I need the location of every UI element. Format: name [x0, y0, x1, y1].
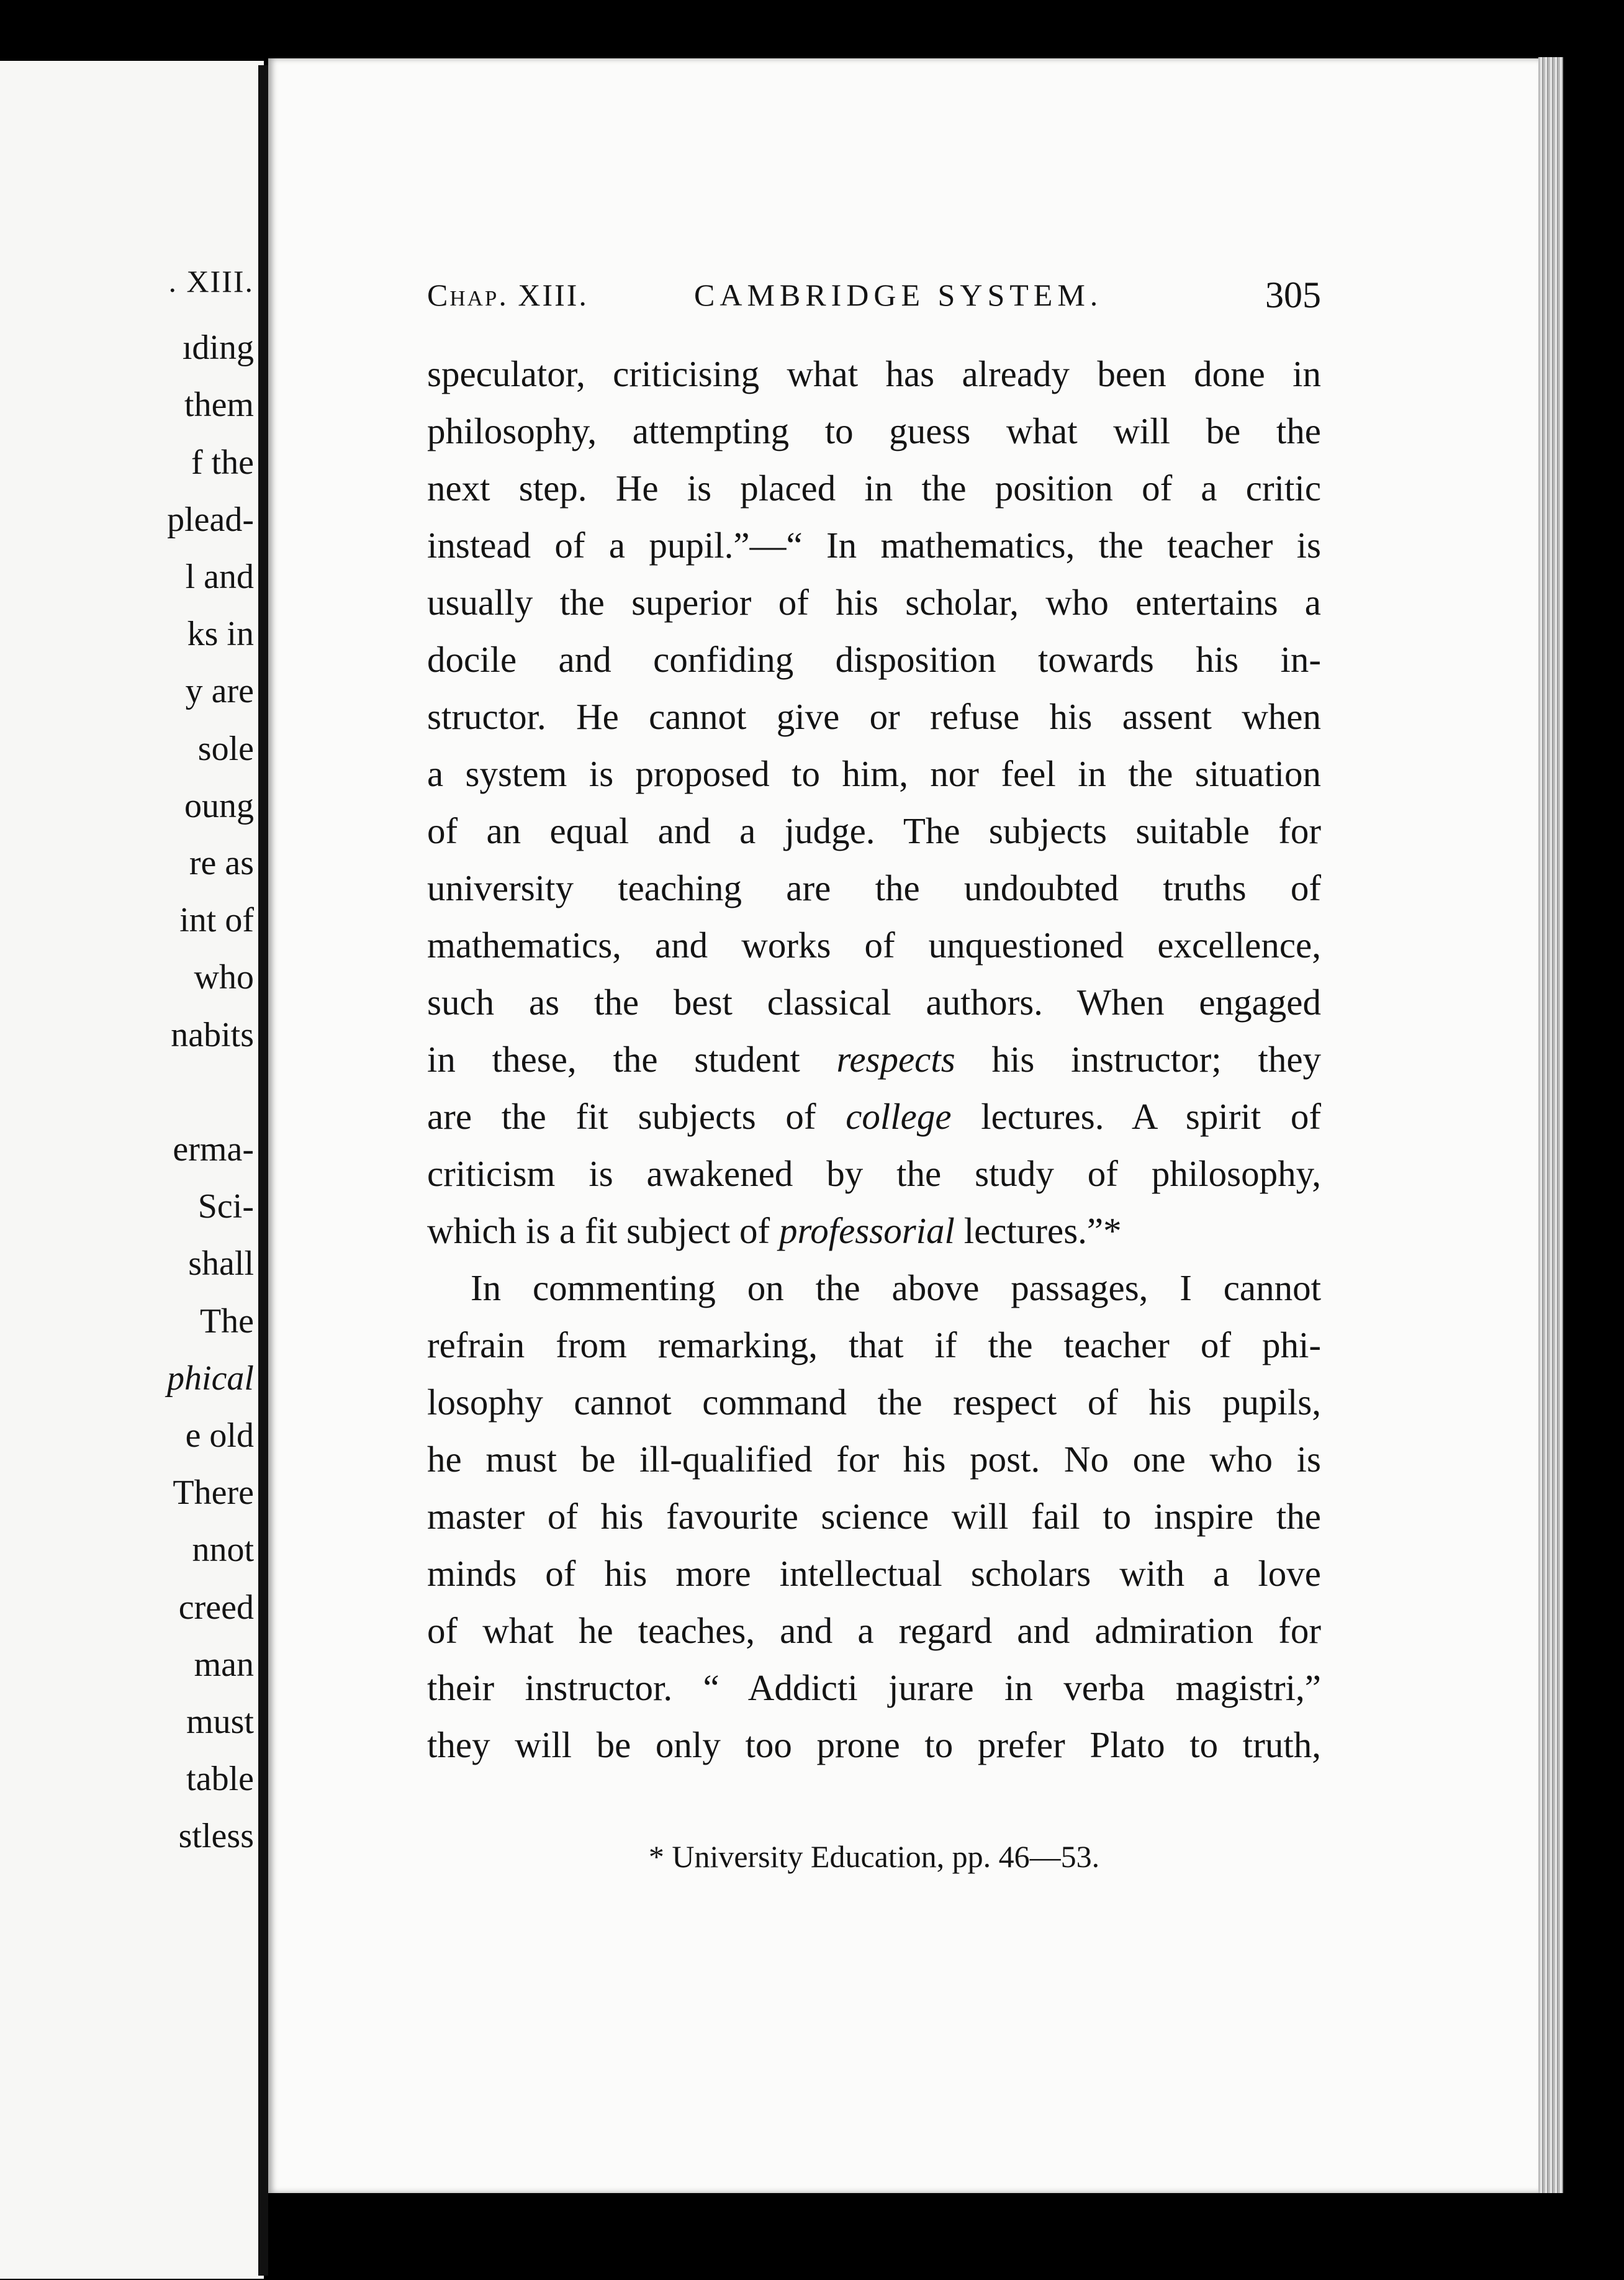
text-line: master of his favourite science will fail to inspire the	[427, 1496, 1321, 1537]
text-line: he must be ill-qualified for his post. No one who is	[427, 1439, 1321, 1480]
left-text-line: int of	[179, 901, 254, 940]
text-line: usually the superior of his scholar, who entertains a	[427, 582, 1321, 623]
text-line: next step. He is placed in the position of a critic	[427, 468, 1321, 509]
left-text-line: e old	[185, 1416, 254, 1455]
text-line: their instructor. “ Addicti jurare in verba magistri,”	[427, 1667, 1321, 1708]
body-text	[427, 345, 1321, 1773]
text-line: philosophy, attempting to guess what will be the	[427, 410, 1321, 451]
paragraph-first-line: In commenting on the above passages, I cannot	[471, 1267, 1321, 1308]
left-text-line: sole	[197, 729, 254, 768]
text-segment: which is a fit subject of	[427, 1210, 770, 1251]
page-edge	[1538, 57, 1563, 2193]
text-line: of what he teaches, and a regard and admiration for	[427, 1610, 1321, 1651]
emphasis-college: college	[846, 1096, 952, 1137]
left-text-line: The	[199, 1301, 254, 1341]
emphasis-professorial: professorial	[778, 1210, 955, 1251]
left-page-fragment	[0, 61, 264, 2279]
running-head	[427, 273, 1321, 317]
text-line: they will be only too prone to prefer Plato to truth,	[427, 1724, 1321, 1765]
running-title: CAMBRIDGE SYSTEM.	[694, 278, 1103, 312]
text-line: minds of his more intellectual scholars with a love	[427, 1553, 1321, 1594]
left-text-line: re as	[189, 844, 254, 882]
text-line: of an equal and a judge. The subjects suitable for	[427, 810, 1321, 851]
left-text-line: phical	[167, 1359, 254, 1398]
left-text-line: ıding	[182, 328, 254, 368]
left-text-line: l and	[185, 558, 254, 596]
text-line: university teaching are the undoubted truths of	[427, 867, 1321, 908]
left-text-line: table	[186, 1760, 254, 1799]
text-segment: in these, the student	[427, 1039, 800, 1080]
left-text-line: nnot	[192, 1531, 254, 1570]
text-line: mathematics, and works of unquestioned excellence,	[427, 925, 1321, 966]
text-line: criticism is awakened by the study of philosophy,	[427, 1153, 1321, 1194]
left-text-line: f the	[191, 443, 254, 482]
text-line: refrain from remarking, that if the teacher of phi-	[427, 1324, 1321, 1365]
emphasis-respects: respects	[836, 1039, 955, 1080]
text-line	[427, 1202, 1321, 1259]
left-text-line: stless	[178, 1817, 254, 1856]
page-number: 305	[1265, 274, 1321, 315]
left-text-line: must	[186, 1703, 254, 1741]
footnote: * University Education, pp. 46—53.	[648, 1839, 1100, 1874]
text-line	[427, 1088, 1321, 1145]
text-line: losophy cannot command the respect of his pupils,	[427, 1382, 1321, 1423]
book-gutter	[258, 65, 268, 2276]
text-segment: are the fit subjects of	[427, 1096, 816, 1137]
left-text-line: y are	[185, 672, 254, 711]
left-text-line: ks in	[187, 615, 254, 654]
left-text-line: erma-	[173, 1130, 254, 1169]
text-segment: his instructor; they	[991, 1039, 1322, 1080]
text-segment: lectures.”*	[963, 1210, 1122, 1251]
left-text-line: oung	[184, 786, 254, 825]
text-line: instead of a pupil.”—“ In mathematics, the teacher is	[427, 525, 1321, 566]
left-text-line: nabits	[171, 1015, 254, 1054]
left-text-line: creed	[178, 1588, 254, 1627]
text-line: speculator, criticising what has already been done in	[427, 353, 1321, 394]
chapter-label: Chap. XIII.	[427, 278, 589, 312]
left-running-head: . XIII.	[168, 264, 254, 299]
left-text-line: plead-	[167, 500, 254, 539]
text-line: structor. He cannot give or refuse his assent when	[427, 696, 1321, 737]
left-text-line: who	[194, 958, 254, 997]
text-segment: lectures. A spirit of	[981, 1096, 1322, 1137]
left-text-line: There	[173, 1473, 254, 1513]
text-line	[427, 1031, 1321, 1088]
text-line: such as the best classical authors. When engaged	[427, 982, 1321, 1023]
left-text-line: man	[194, 1645, 254, 1684]
text-line: docile and confiding disposition towards his in-	[427, 639, 1321, 680]
left-text-line: them	[184, 386, 254, 425]
left-text-line: Sci-	[197, 1187, 254, 1226]
left-text-line: shall	[188, 1244, 254, 1283]
text-line: a system is proposed to him, nor feel in the situation	[427, 753, 1321, 794]
